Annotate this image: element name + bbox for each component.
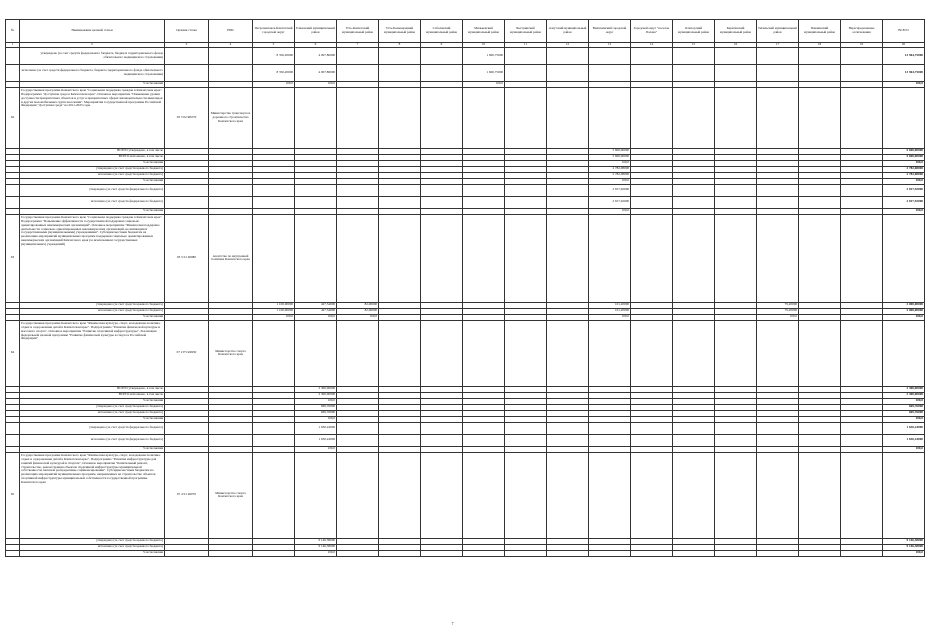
cell-value: 4 007,80000 xyxy=(295,47,337,64)
row-number: 64 xyxy=(6,320,20,386)
row-label: % исполнения xyxy=(20,446,165,452)
target-code: 07 2 P5 R4950 xyxy=(165,320,209,386)
column-index: 9 xyxy=(421,43,463,48)
row-label: утверждено (за счет средств федерального бюджета) xyxy=(20,422,165,434)
column-index: 16 xyxy=(715,43,757,48)
cell-value: 5 600,00000 xyxy=(589,148,631,154)
cell-value: 2 817,92000 xyxy=(589,184,631,196)
cell-value: 5 600,00000 xyxy=(883,148,925,154)
row-label: исполнено (за счет средств федерального бюджета) xyxy=(20,434,165,446)
column-index: 8 xyxy=(379,43,421,48)
header-row xyxy=(6,20,925,43)
cell-value: 2 300,00000 xyxy=(883,392,925,398)
cell-value: 100,0 xyxy=(883,178,925,184)
table-row xyxy=(6,47,925,64)
cell-value: 8 356,20000 xyxy=(253,47,295,64)
cell-value: 2 817,92000 xyxy=(589,196,631,208)
row-label: ВСЕГО утверждено, в том числе xyxy=(20,148,165,154)
cell-value: 100,0 xyxy=(883,416,925,422)
cell-value: 669,76000 xyxy=(295,404,337,410)
column-header: Пенжинский муниципальный район xyxy=(799,20,841,43)
grbs-name: Агентство по внутренней политике Камчатского края xyxy=(209,214,253,302)
cell-value: 2 000,00000 xyxy=(883,308,925,314)
row-label: исполнено (за счет средств краевого бюджета) xyxy=(20,410,165,416)
cell-value: 100,0 xyxy=(589,208,631,214)
column-header: Соболевский муниципальный район xyxy=(421,20,463,43)
cell-value: 5 600,00000 xyxy=(589,154,631,160)
column-header: Петропавловск-Камчатский городской округ xyxy=(253,20,295,43)
program-name: Государственная программа Камчатского края "Физическая культура, спорт, молодежная политика, отдых и оздоровление детей в Камчатском крае". Подпрограмма "Развитие инфраструктуры для занятий физической культурой и спортом". Основное мероприятие "Капитальный ремонт, строительство, реконструкция объектов спортивной инфраструктуры муниципальной собственности, включая распределение софинансирования". Субсидии местным бюджетам на реализацию мероприятий муниципальных программ, направленных на строительство объектов спортивной инфраструктуры муниципальной собственности государственной программы Камчатского края xyxy=(20,452,165,538)
cell-value: 1 630,24000 xyxy=(883,434,925,446)
cell-value: 100,0 xyxy=(253,314,295,320)
cell-value: 100,0 xyxy=(337,314,379,320)
column-index: 10 xyxy=(463,43,505,48)
cell-value: 1 630,24000 xyxy=(295,434,337,446)
column-header: Усть-Большерецкий муниципальный район xyxy=(379,20,421,43)
target-code: 03 5 01 40080 xyxy=(165,214,209,302)
cell-value: 1 600,75000 xyxy=(463,64,505,81)
cell-value: 100,0 xyxy=(589,178,631,184)
row-label: утверждено (за счет средств краевого бюджета) xyxy=(20,404,165,410)
column-header: ГРБС xyxy=(209,20,253,43)
column-header: ВСЕГО xyxy=(883,20,925,43)
row-label: исполнено (за счет средств краевого бюджета) xyxy=(20,544,165,550)
cell-value: 101,20000 xyxy=(589,308,631,314)
column-header: Елизовский муниципальный район xyxy=(295,20,337,43)
cell-value: 1 100,00000 xyxy=(253,308,295,314)
cell-value: 4 007,80000 xyxy=(295,64,337,81)
column-header: Карагинский муниципальный район xyxy=(715,20,757,43)
column-header: Целевая статья xyxy=(165,20,209,43)
cell-value: 100,0 xyxy=(883,446,925,452)
cell-value: 1 630,24000 xyxy=(883,422,925,434)
row-label: ВСЕГО исполнено, в том числе xyxy=(20,154,165,160)
program-name: Государственная программа Камчатского края "Физическая культура, спорт, молодежная политика, отдых и оздоровление детей в Камчатском крае". Подпрограмма "Развитие физической культуры и массового спорта". Основное мероприятие "Развитие спортивной инфраструктуры". Реализация федеральной целевой программы "Развитие физической культуры и спорта в Российской Федерации" xyxy=(20,320,165,386)
cell-value: 2 782,08000 xyxy=(589,172,631,178)
row-label: % исполнения xyxy=(20,416,165,422)
column-header: Нераспределенные ассигнования xyxy=(841,20,883,43)
cell-value: 2 300,00000 xyxy=(295,386,337,392)
column-index: 13 xyxy=(589,43,631,48)
column-header: Алеутский муниципальный район xyxy=(547,20,589,43)
row-label: утверждено (за счет средств краевого бюджета) xyxy=(20,538,165,544)
cell-value: 669,76000 xyxy=(295,410,337,416)
column-header: Мильковский муниципальный район xyxy=(463,20,505,43)
cell-value: 79,20000 xyxy=(757,302,799,308)
cell-value: 9 146,38000 xyxy=(883,544,925,550)
target-code: 03 3 02 R0270 xyxy=(165,87,209,148)
row-label: % исполнения xyxy=(20,160,165,166)
cell-value: 669,76000 xyxy=(883,404,925,410)
column-header: № xyxy=(6,20,20,43)
cell-value: 13 964,75000 xyxy=(883,47,925,64)
cell-value: 100,0 xyxy=(883,208,925,214)
cell-value: 8 356,20000 xyxy=(253,64,295,81)
cell-value: 9 146,38000 xyxy=(295,544,337,550)
program-name: Государственная программа Камчатского края "Социальная поддержка граждан в Камчатском крае". Подпрограмма "Повышение эффективности государственной поддержки социально ориентированных некоммерческих организаций". Основное мероприятие "Финансовая поддержка деятельности социально ориентированных некоммерческих организаций, не являющихся государственными (муниципальными) учреждениями". Субсидии местным бюджетам на реализацию мероприятий муниципальных программ поддержки социально ориентированных некоммерческих организаций Камчатского края (за исключением государственных (муниципальных) учреждений) xyxy=(20,214,165,302)
table-row xyxy=(6,452,925,538)
column-index: 4 xyxy=(209,43,253,48)
column-index: 11 xyxy=(505,43,547,48)
cell-value: 5 600,00000 xyxy=(883,154,925,160)
cell-value: 101,20000 xyxy=(589,302,631,308)
column-index: 18 xyxy=(799,43,841,48)
cell-value: 427,54000 xyxy=(295,302,337,308)
table-row xyxy=(6,214,925,302)
row-number: 62 xyxy=(6,87,20,148)
column-index: 3 xyxy=(165,43,209,48)
budget-table xyxy=(5,19,925,557)
column-header: Усть-Камчатский муниципальный район xyxy=(337,20,379,43)
table-row xyxy=(6,550,925,556)
cell-value: 100,0 xyxy=(253,81,295,87)
cell-value: 100,0 xyxy=(295,81,337,87)
cell-value: 82,06000 xyxy=(337,302,379,308)
cell-value: 100,0 xyxy=(463,81,505,87)
row-number: 65 xyxy=(6,452,20,538)
row-label: исполнено (за счет средств краевого бюджета) xyxy=(20,308,165,314)
cell-value: 100,0 xyxy=(295,398,337,404)
column-index: 5 xyxy=(253,43,295,48)
cell-value: 2 782,08000 xyxy=(883,172,925,178)
cell-value: 2 817,92000 xyxy=(883,184,925,196)
cell-value: 1 630,24000 xyxy=(295,422,337,434)
cell-value: 9 146,38000 xyxy=(295,538,337,544)
cell-value: 13 964,75000 xyxy=(883,64,925,81)
row-label: % исполнения xyxy=(20,178,165,184)
cell-value: 2 300,00000 xyxy=(883,386,925,392)
row-label: % исполнения xyxy=(20,314,165,320)
row-label: % исполнения xyxy=(20,550,165,556)
column-index: 17 xyxy=(757,43,799,48)
cell-value: 100,0 xyxy=(589,314,631,320)
column-index: 7 xyxy=(337,43,379,48)
column-header: Быстринский муниципальный район xyxy=(505,20,547,43)
row-label: % исполнения xyxy=(20,398,165,404)
column-header: Олюторский муниципальный район xyxy=(673,20,715,43)
cell-value: 2 782,08000 xyxy=(883,166,925,172)
table-row xyxy=(6,196,925,208)
row-label: утверждено (за счет средств федерального бюджета) xyxy=(20,184,165,196)
page-number: 7 xyxy=(451,621,454,626)
cell-value: 2 300,00000 xyxy=(295,392,337,398)
column-index: 19 xyxy=(841,43,883,48)
cell-value: 100,0 xyxy=(295,446,337,452)
row-label: утверждено (за счет средств федерального бюджета, бюджета территориального фонда обязательного медицинского страхования) xyxy=(20,47,165,64)
row-label: исполнено (за счет средств краевого бюджета) xyxy=(20,172,165,178)
column-header: Наименование целевой статьи xyxy=(20,20,165,43)
table-row xyxy=(6,422,925,434)
row-label: исполнено (за счет средств федерального бюджета) xyxy=(20,196,165,208)
row-number: 63 xyxy=(6,214,20,302)
program-name: Государственная программа Камчатского края "Социальная поддержка граждан в Камчатском крае". Подпрограмма "Доступная среда в Камчатском крае". Основное мероприятие "Повышение уровня доступности приоритетных объектов и услуг в приоритетных сферах жизнедеятельности инвалидов и других маломобильных групп населения". Мероприятия государственной программы Российской Федерации "Доступная среда" на 2011-2025 годы xyxy=(20,87,165,148)
cell-value: 9 146,38000 xyxy=(883,538,925,544)
target-code: 07 4 01 40070 xyxy=(165,452,209,538)
column-index: 6 xyxy=(295,43,337,48)
column-header: Тигильский муниципальный район xyxy=(757,20,799,43)
cell-value: 100,0 xyxy=(295,416,337,422)
column-index: 2 xyxy=(20,43,165,48)
cell-value: 79,20000 xyxy=(757,308,799,314)
table-row xyxy=(6,184,925,196)
column-index: 20 xyxy=(883,43,925,48)
cell-value: 100,0 xyxy=(295,550,337,556)
cell-value: 100,0 xyxy=(883,81,925,87)
cell-value: 100,0 xyxy=(883,160,925,166)
cell-value: 669,76000 xyxy=(883,410,925,416)
grbs-name: Министерство транспорта и дорожного строительства Камчатского края xyxy=(209,87,253,148)
grbs-name: Министерство спорта Камчатского края xyxy=(209,452,253,538)
row-label: ВСЕГО исполнено, в том числе xyxy=(20,392,165,398)
column-header: Городской округ "поселок Палана" xyxy=(631,20,673,43)
cell-value: 82,06000 xyxy=(337,308,379,314)
cell-value: 100,0 xyxy=(757,314,799,320)
column-header: Вилючинский городской округ xyxy=(589,20,631,43)
cell-value: 2 817,92000 xyxy=(883,196,925,208)
row-label: утверждено (за счет средств краевого бюджета) xyxy=(20,166,165,172)
cell-value: 2 782,08000 xyxy=(589,166,631,172)
table-row xyxy=(6,64,925,81)
cell-value: 1 100,00000 xyxy=(253,302,295,308)
cell-value: 1 600,75000 xyxy=(463,47,505,64)
row-label: % исполнения xyxy=(20,81,165,87)
table-row xyxy=(6,434,925,446)
row-label: % исполнения xyxy=(20,208,165,214)
cell-value: 100,0 xyxy=(883,398,925,404)
table-row xyxy=(6,87,925,148)
cell-value: 2 000,00000 xyxy=(883,302,925,308)
grbs-name: Министерство спорта Камчатского края xyxy=(209,320,253,386)
column-index: 15 xyxy=(673,43,715,48)
row-label: ВСЕГО утверждено, в том числе xyxy=(20,386,165,392)
column-index: 12 xyxy=(547,43,589,48)
cell-value: 100,0 xyxy=(295,314,337,320)
column-index: 14 xyxy=(631,43,673,48)
cell-value: 100,0 xyxy=(589,160,631,166)
column-index: 1 xyxy=(6,43,20,48)
cell-value: 100,0 xyxy=(883,550,925,556)
cell-value: 427,54000 xyxy=(295,308,337,314)
row-label: исполнено (за счет средств федерального бюджета, бюджета территориального фонда обязательного медицинского страхования) xyxy=(20,64,165,81)
cell-value: 100,0 xyxy=(883,314,925,320)
table-row xyxy=(6,320,925,386)
row-label: утверждено (за счет средств краевого бюджета) xyxy=(20,302,165,308)
